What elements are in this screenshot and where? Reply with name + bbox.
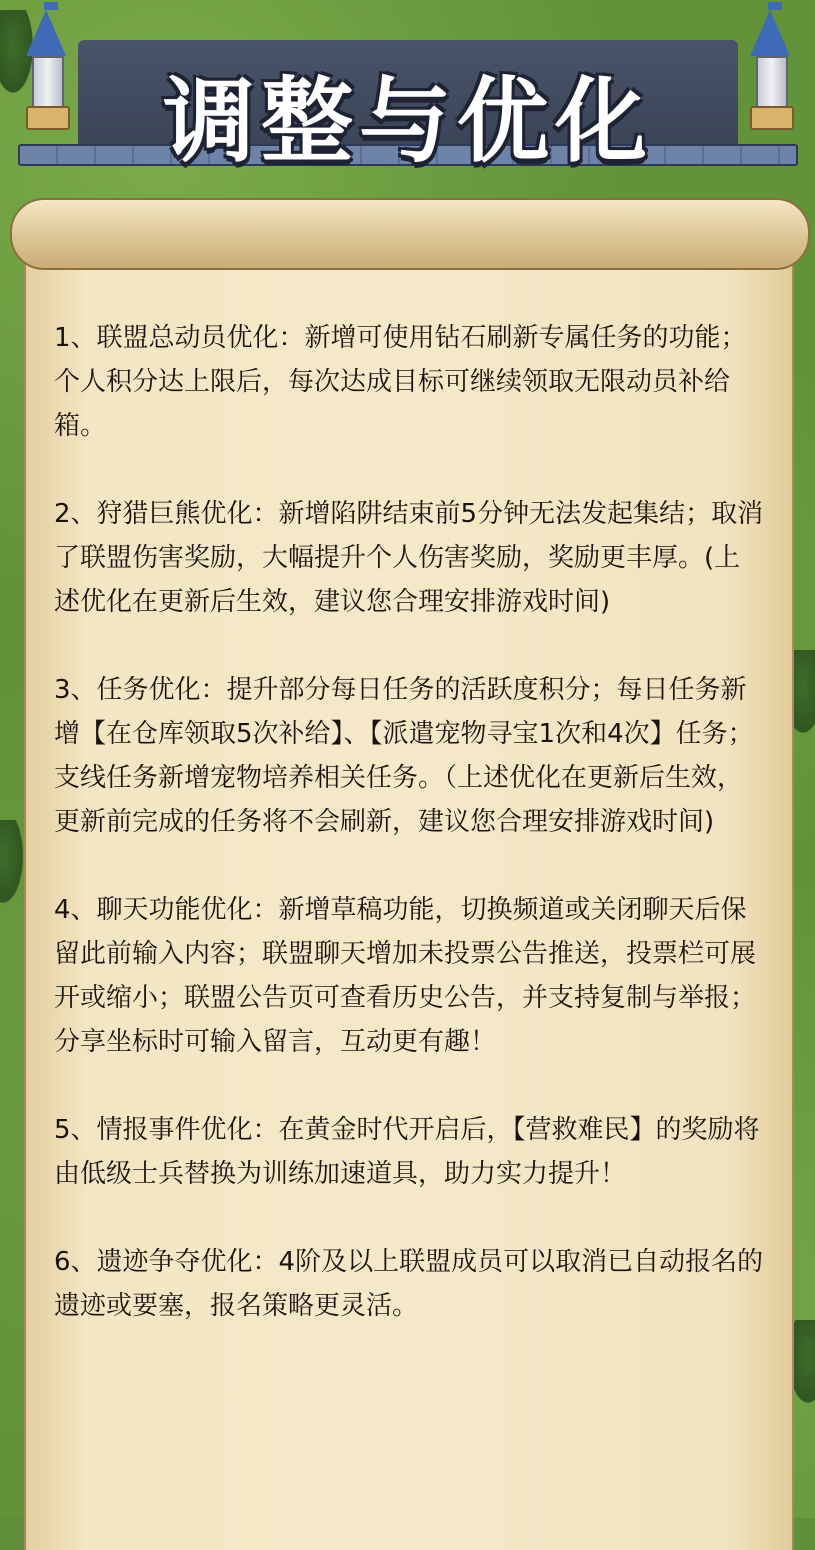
update-notes: [54, 316, 766, 1372]
title-banner: [18, 28, 798, 175]
note-item: 5、情报事件优化：在黄金时代开启后，【营救难民】的奖励将由低级士兵替换为训练加速道具，助力实力提升！: [54, 1115, 760, 1189]
note-item: 3、任务优化：提升部分每日任务的活跃度积分；每日任务新增【在仓库领取5次补给】、【派遣宠物寻宝1次和4次】任务；支线任务新增宠物培养相关任务。（上述优化在更新后生效，更新前完成的任务将不会刷新，建议您合理安排游戏时间): [54, 675, 754, 837]
note-item: 4、聊天功能优化：新增草稿功能，切换频道或关闭聊天后保留此前输入内容；联盟聊天增加未投票公告推送，投票栏可展开或缩小；联盟公告页可查看历史公告，并支持复制与举报；分享坐标时可输入留言，互动更有趣！: [54, 895, 757, 1057]
note-item: 6、遗迹争夺优化：4阶及以上联盟成员可以取消已自动报名的遗迹或要塞，报名策略更灵活。: [54, 1247, 764, 1321]
note-item: 1、联盟总动员优化：新增可使用钻石刷新专属任务的功能；个人积分达上限后，每次达成目标可继续领取无限动员补给箱。: [54, 323, 747, 441]
note-item: 2、狩猎巨熊优化：新增陷阱结束前5分钟无法发起集结；取消了联盟伤害奖励，大幅提升个人伤害奖励，奖励更丰厚。(上述优化在更新后生效，建议您合理安排游戏时间): [54, 499, 764, 617]
tree-decoration: [0, 820, 26, 910]
scroll-roll-top: [10, 198, 810, 270]
page-title: 调整与优化: [162, 68, 653, 175]
